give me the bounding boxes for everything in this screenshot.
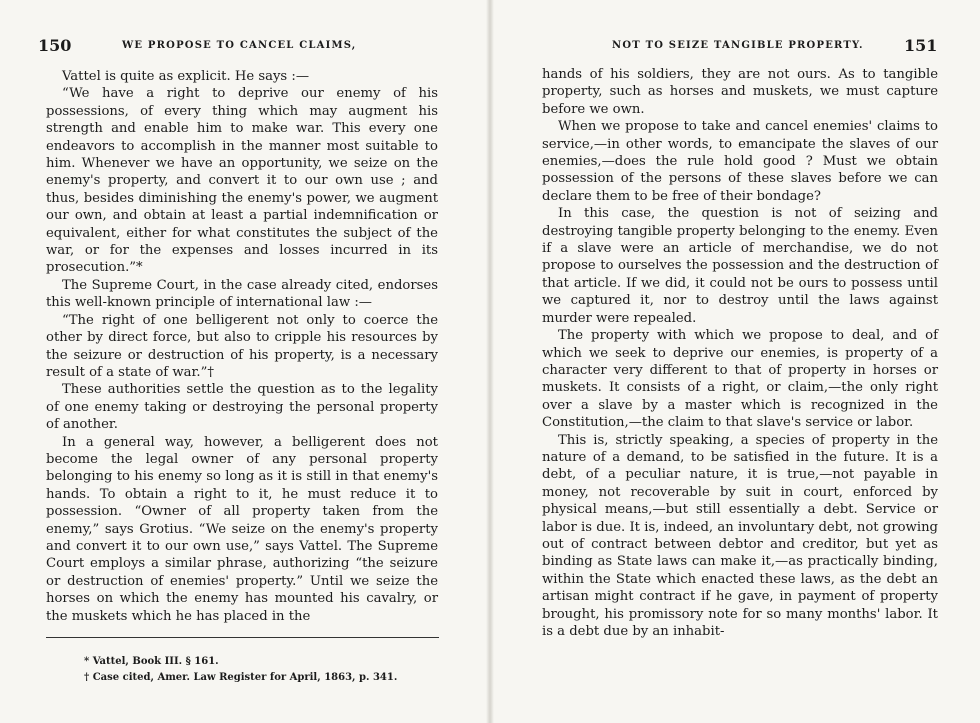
right-text-column	[542, 66, 938, 640]
paragraph: The property with which we propose to deal, and of which we seek to deprive our enemies, is property of a character very different to that of property in horses or muskets. It consists of a right, or claim,—the only right over a slave by a master which is recognized in the Constitution,—the claim to that slave's service or labor.	[542, 328, 938, 431]
paragraph: These authorities settle the question as to the legality of one enemy taking or destroying the personal property of another.	[46, 382, 438, 433]
paragraph: “The right of one belligerent not only to coerce the other by direct force, but also to cripple his resources by the seizure or destruction of his property, is a necessary result of a state of war.”†	[46, 312, 438, 380]
paragraph: hands of his soldiers, they are not ours. As to tangible property, such as horses and muskets, we must capture before we own.	[542, 67, 938, 117]
paragraph: The Supreme Court, in the case already cited, endorses this well-known principle of international law :—	[46, 277, 438, 311]
paragraph: In a general way, however, a belligerent does not become the legal owner of any personal property belonging to his enemy so long as it is still in that enemy's hands. To obtain a right to it, he must reduce it to possession. “Owner of all property taken from the enemy,” says Grotius. “We seize on the enemy's property and convert it to our own use,” says Vattel. The Supreme Court employs a similar phrase, authorizing “the seizure or destruction of enemies' property.” Until we seize the horses on which the enemy has mounted his cavalry, or the muskets which he has placed in the	[46, 434, 438, 624]
paragraph: Vattel is quite as explicit. He says :—	[62, 69, 310, 84]
paragraph: In this case, the question is not of seizing and destroying tangible property belonging to the enemy. Even if a slave were an article of merchandise, we do not propose to ourselves the possession and the destruction of that article. If we did, it could not be ours to possess until we captured it, nor to destroy until the laws against murder were repealed.	[542, 206, 938, 326]
left-text-column	[46, 68, 438, 625]
footnote-divider	[46, 637, 439, 638]
footnote: * Vattel, Book III. § 161.	[84, 656, 219, 667]
left-running-header: WE PROPOSE TO CANCEL CLAIMS,	[122, 40, 357, 51]
right-page-number: 151	[904, 36, 938, 55]
book-gutter	[486, 0, 494, 723]
paragraph: When we propose to take and cancel enemies' claims to service,—in other words, to emancipate the slaves of our enemies,—does the rule hold good ? Must we obtain possession of the persons of these slaves before we can declare them to be free of their bondage?	[542, 119, 938, 204]
paragraph: “We have a right to deprive our enemy of his possessions, of every thing which may augment his strength and enable him to make war. This every one endeavors to accomplish in the manner most suitable to him. Whenever we have an opportunity, we seize on the enemy's property, and convert it to our own use ; and thus, besides diminishing the enemy's power, we augment our own, and obtain at least a partial indemnification or equivalent, either for what constitutes the subject of the war, or for the expenses and losses incurred in its prosecution.”*	[46, 86, 438, 276]
footnotes	[84, 654, 444, 686]
right-running-header: NOT TO SEIZE TANGIBLE PROPERTY.	[612, 40, 864, 51]
paragraph: This is, strictly speaking, a species of property in the nature of a demand, to be satisfied in the future. It is a debt, of a peculiar nature, it is true,—not payable in money, not recoverable by suit in court, enforced by physical means,—but still essentially a debt. Service or labor is due. It is, indeed, an involuntary debt, not growing out of contract between debtor and creditor, but yet as binding as State laws can make it,—as practically binding, within the State which enacted these laws, as the debt an artisan might contract if he gave, in payment of property brought, his promissory note for so many months' labor. It is a debt due by an inhabit-	[542, 432, 938, 639]
footnote: † Case cited, Amer. Law Register for April, 1863, p. 341.	[84, 672, 398, 683]
left-page-number: 150	[38, 36, 72, 55]
